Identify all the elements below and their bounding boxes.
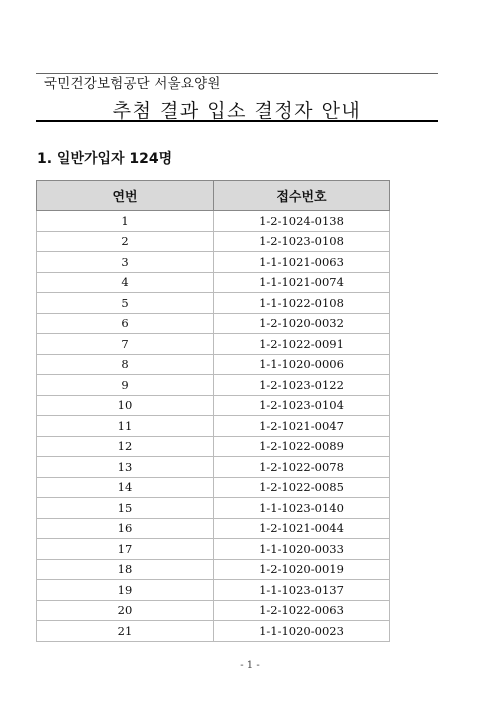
table-row	[37, 436, 390, 457]
receipt-number-cell: 1-2-1023-0122	[214, 375, 390, 396]
table-row	[37, 375, 390, 396]
table-row	[37, 416, 390, 437]
serial-number-cell: 11	[37, 416, 214, 437]
page-number: - 1 -	[240, 660, 260, 671]
serial-number-cell: 4	[37, 272, 214, 293]
column-header-receipt-number: 접수번호	[214, 181, 390, 211]
receipt-number-cell: 1-1-1021-0074	[214, 272, 390, 293]
table-body	[37, 211, 390, 642]
receipt-number-cell: 1-1-1022-0108	[214, 293, 390, 314]
table-row	[37, 252, 390, 273]
table-row	[37, 354, 390, 375]
receipt-number-cell: 1-1-1021-0063	[214, 252, 390, 273]
table-row	[37, 539, 390, 560]
receipt-number-cell: 1-2-1020-0019	[214, 559, 390, 580]
document-title: 추첨 결과 입소 결정자 안내	[112, 100, 362, 122]
receipt-number-cell: 1-2-1022-0063	[214, 600, 390, 621]
receipt-number-cell: 1-2-1021-0047	[214, 416, 390, 437]
table-row	[37, 498, 390, 519]
serial-number-cell: 8	[37, 354, 214, 375]
section-heading: 1. 일반가입자 124명	[37, 151, 173, 167]
serial-number-cell: 1	[37, 211, 214, 232]
table-row	[37, 621, 390, 642]
table-row	[37, 231, 390, 252]
receipt-number-cell: 1-2-1023-0104	[214, 395, 390, 416]
serial-number-cell: 15	[37, 498, 214, 519]
receipt-number-cell: 1-2-1022-0078	[214, 457, 390, 478]
serial-number-cell: 21	[37, 621, 214, 642]
applicant-table	[36, 180, 390, 642]
table-header-row	[37, 181, 390, 211]
table-row	[37, 272, 390, 293]
serial-number-cell: 9	[37, 375, 214, 396]
table-row	[37, 559, 390, 580]
receipt-number-cell: 1-1-1020-0033	[214, 539, 390, 560]
receipt-number-cell: 1-2-1020-0032	[214, 313, 390, 334]
table-row	[37, 600, 390, 621]
column-header-serial: 연번	[37, 181, 214, 211]
table-row	[37, 518, 390, 539]
receipt-number-cell: 1-2-1022-0091	[214, 334, 390, 355]
serial-number-cell: 13	[37, 457, 214, 478]
serial-number-cell: 18	[37, 559, 214, 580]
serial-number-cell: 10	[37, 395, 214, 416]
receipt-number-cell: 1-1-1023-0140	[214, 498, 390, 519]
receipt-number-cell: 1-2-1023-0108	[214, 231, 390, 252]
receipt-number-cell: 1-1-1023-0137	[214, 580, 390, 601]
serial-number-cell: 7	[37, 334, 214, 355]
receipt-number-cell: 1-2-1021-0044	[214, 518, 390, 539]
serial-number-cell: 2	[37, 231, 214, 252]
receipt-number-cell: 1-2-1022-0085	[214, 477, 390, 498]
table-row	[37, 580, 390, 601]
table-row	[37, 313, 390, 334]
serial-number-cell: 20	[37, 600, 214, 621]
serial-number-cell: 14	[37, 477, 214, 498]
receipt-number-cell: 1-2-1024-0138	[214, 211, 390, 232]
organization-name: 국민건강보험공단 서울요양원	[44, 76, 221, 92]
serial-number-cell: 6	[37, 313, 214, 334]
table-row	[37, 395, 390, 416]
table-row	[37, 293, 390, 314]
receipt-number-cell: 1-2-1022-0089	[214, 436, 390, 457]
table-row	[37, 211, 390, 232]
serial-number-cell: 17	[37, 539, 214, 560]
title-underline	[36, 120, 438, 122]
serial-number-cell: 12	[37, 436, 214, 457]
serial-number-cell: 19	[37, 580, 214, 601]
table-row	[37, 477, 390, 498]
serial-number-cell: 5	[37, 293, 214, 314]
table-row	[37, 457, 390, 478]
receipt-number-cell: 1-1-1020-0006	[214, 354, 390, 375]
table-row	[37, 334, 390, 355]
serial-number-cell: 16	[37, 518, 214, 539]
receipt-number-cell: 1-1-1020-0023	[214, 621, 390, 642]
serial-number-cell: 3	[37, 252, 214, 273]
